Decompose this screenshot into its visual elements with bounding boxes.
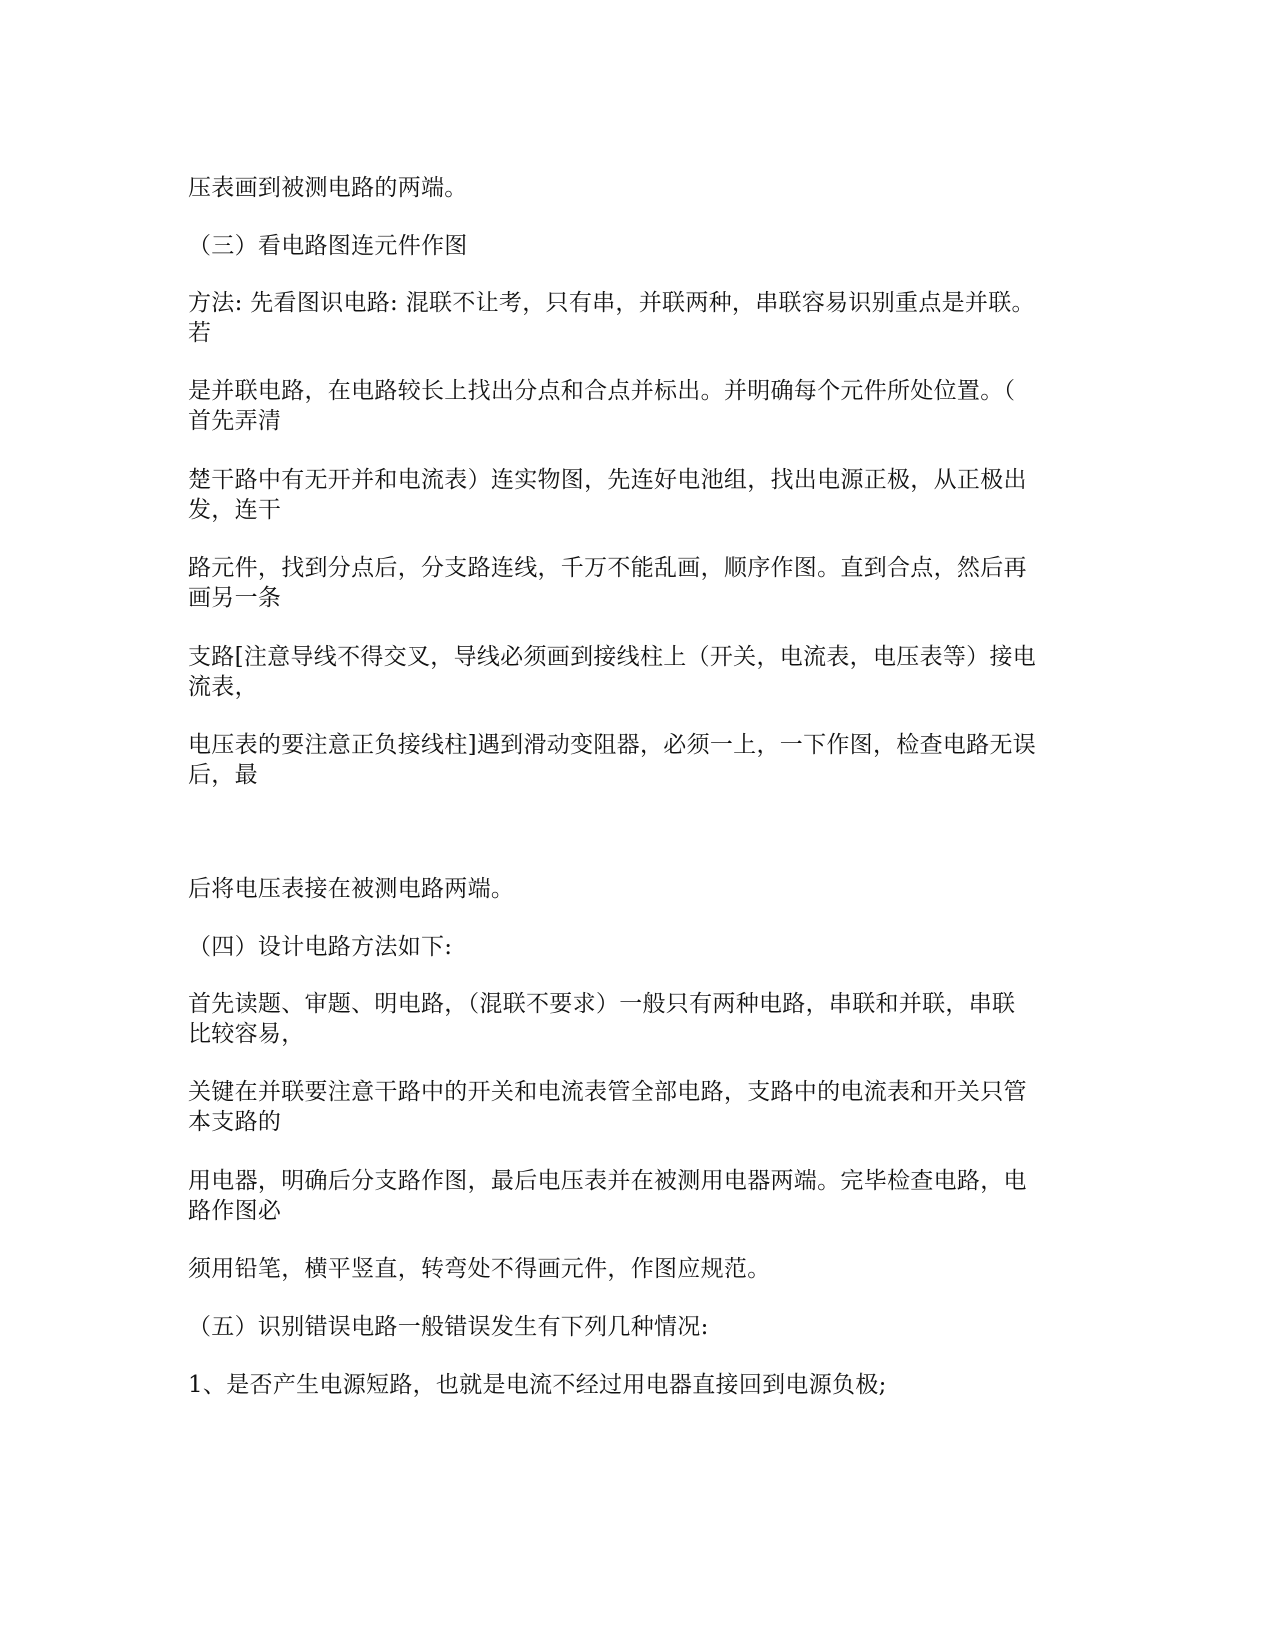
text-line: 关键在并联要注意干路中的开关和电流表管全部电路，支路中的电流表和开关只管 [188, 1079, 1027, 1105]
text-line: 后，最 [188, 762, 258, 788]
text-line: 后将电压表接在被测电路两端。 [188, 876, 515, 902]
text-line: （五）识别错误电路一般错误发生有下列几种情况: [188, 1314, 709, 1340]
paragraph [188, 173, 1088, 203]
paragraph [188, 989, 1088, 1049]
text-line: 支路[注意导线不得交叉，导线必须画到接线柱上（开关，电流表，电压表等）接电 [188, 644, 1037, 670]
text-line: 流表， [188, 674, 258, 700]
section-heading [188, 1312, 1088, 1342]
paragraph [188, 1077, 1088, 1137]
text-line: 1、是否产生电源短路，也就是电流不经过用电器直接回到电源负极; [188, 1372, 887, 1398]
text-line: 发，连干 [188, 497, 282, 523]
text-line: 压表画到被测电路的两端。 [188, 175, 468, 201]
text-line: 比较容易， [188, 1021, 305, 1047]
text-line: 路作图必 [188, 1198, 282, 1224]
paragraph [188, 465, 1088, 525]
paragraph [188, 642, 1088, 702]
paragraph [188, 730, 1088, 790]
paragraph [188, 1370, 1088, 1400]
paragraph [188, 376, 1088, 436]
text-line: 电压表的要注意正负接线柱]遇到滑动变阻器，必须一上，一下作图，检查电路无误 [188, 732, 1037, 758]
text-line: 用电器，明确后分支路作图，最后电压表并在被测用电器两端。完毕检查电路，电 [188, 1168, 1027, 1194]
paragraph [188, 874, 1088, 904]
section-heading [188, 932, 1088, 962]
text-line: （四）设计电路方法如下: [188, 934, 453, 960]
text-line: 若 [188, 320, 212, 346]
text-line: 路元件，找到分点后，分支路连线，千万不能乱画，顺序作图。直到合点，然后再 [188, 555, 1027, 581]
section-heading [188, 231, 1088, 261]
paragraph [188, 553, 1088, 613]
text-line: 方法: 先看图识电路: 混联不让考，只有串，并联两种，串联容易识别重点是并联。 [188, 290, 1035, 316]
paragraph [188, 1166, 1088, 1226]
text-line: 须用铅笔，横平竖直，转弯处不得画元件，作图应规范。 [188, 1256, 771, 1282]
paragraph [188, 1254, 1088, 1284]
paragraph [188, 288, 1088, 348]
text-line: 画另一条 [188, 585, 282, 611]
text-line: 本支路的 [188, 1109, 282, 1135]
text-line: 楚干路中有无开并和电流表）连实物图，先连好电池组，找出电源正极，从正极出 [188, 467, 1027, 493]
text-line: 首先弄清 [188, 408, 282, 434]
text-line: （三）看电路图连元件作图 [188, 233, 468, 259]
text-line: 首先读题、审题、明电路，（混联不要求）一般只有两种电路，串联和并联，串联 [188, 991, 1016, 1017]
text-line: 是并联电路，在电路较长上找出分点和合点并标出。并明确每个元件所处位置。（ [188, 378, 1016, 404]
